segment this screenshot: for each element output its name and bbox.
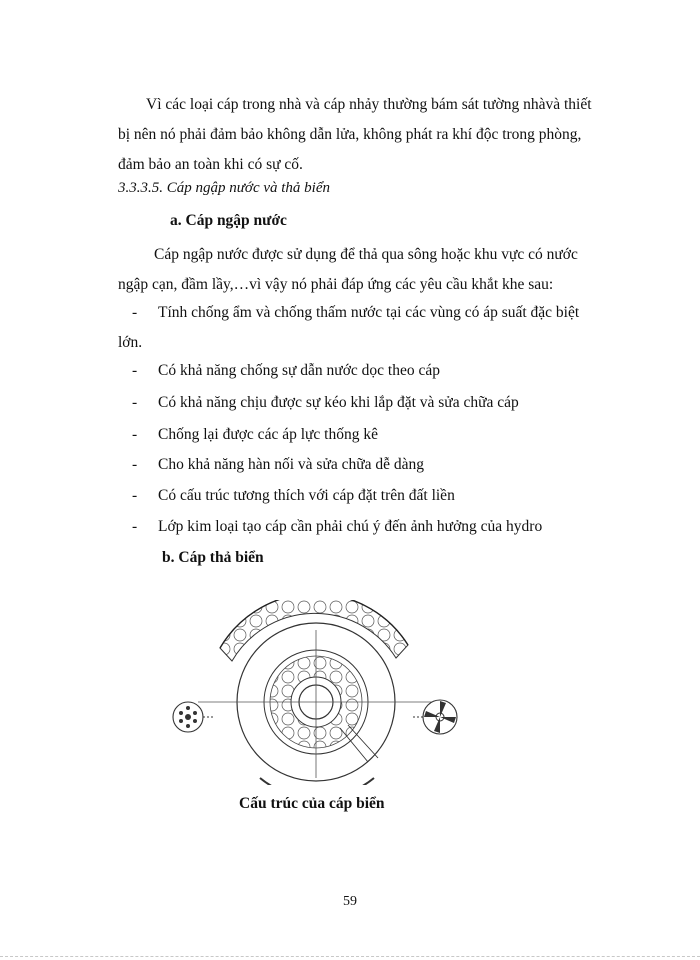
page-number: 59 [343,894,357,909]
page-bottom-border [0,956,700,957]
right-connector-detail [413,700,457,734]
bullet-item [118,512,660,542]
bullet-item [118,450,660,480]
intro-line-1: Vì các loại cáp trong nhà và cáp nhảy thường bám sát tường nhàvà thiết [146,96,592,113]
bullet-text: Có khả năng chống sự dẫn nước dọc theo cáp [158,362,440,379]
bullet-dash: - [132,518,138,535]
bullet-dash: - [132,362,138,379]
bullet-text: Chống lại được các áp lực thống kê [158,426,378,443]
bullet-item [118,298,660,358]
bullet-dash: - [132,487,138,504]
bullet-dash: - [132,426,138,443]
subheading-b: b. Cáp thả biển [162,549,264,566]
intro-line-3: đảm bảo an toàn khi có sự cố. [118,156,303,173]
bullet-item [118,420,660,450]
paragraph-a-line-2: ngập cạn, đầm lầy,…vì vậy nó phải đáp ứng các yêu cầu khắt khe sau: [118,276,554,293]
bullet-dash: - [132,456,138,473]
intro-line-2: bị nên nó phải đảm bảo không dẫn lửa, không phát ra khí độc trong phòng, [118,126,582,143]
bullet-text: Có khả năng chịu được sự kéo khi lắp đặt và sửa chữa cáp [158,394,519,411]
bullet-text-continuation: lớn. [118,334,143,351]
bullet-text: Có cấu trúc tương thích với cáp đặt trên đất liền [158,487,455,504]
bullet-item [118,356,660,386]
cable-structure-figure [168,600,468,785]
figure-caption: Cấu trúc của cáp biển [239,795,385,812]
bullet-text: Tính chống ẩm và chống thấm nước tại các vùng có áp suất đặc biệt [158,304,580,321]
bullet-dash: - [132,394,138,411]
bullet-item [118,481,660,511]
bullet-dash: - [132,304,138,321]
section-heading: 3.3.3.5. Cáp ngập nước và thả biển [118,180,330,196]
left-connector-detail [173,702,213,732]
armour-arc-top [220,600,408,661]
paragraph-a-line-1: Cáp ngập nước được sử dụng để thả qua sông hoặc khu vực có nước [154,246,578,263]
subheading-a: a. Cáp ngập nước [170,212,287,229]
bullet-text: Cho khả năng hàn nối và sửa chữa dễ dàng [158,456,425,473]
bullet-item [118,388,660,418]
intro-paragraph [118,90,660,180]
bullet-text: Lớp kim loại tạo cáp cần phải chú ý đến ảnh hưởng của hydro [158,518,543,535]
paragraph-a [118,240,660,300]
